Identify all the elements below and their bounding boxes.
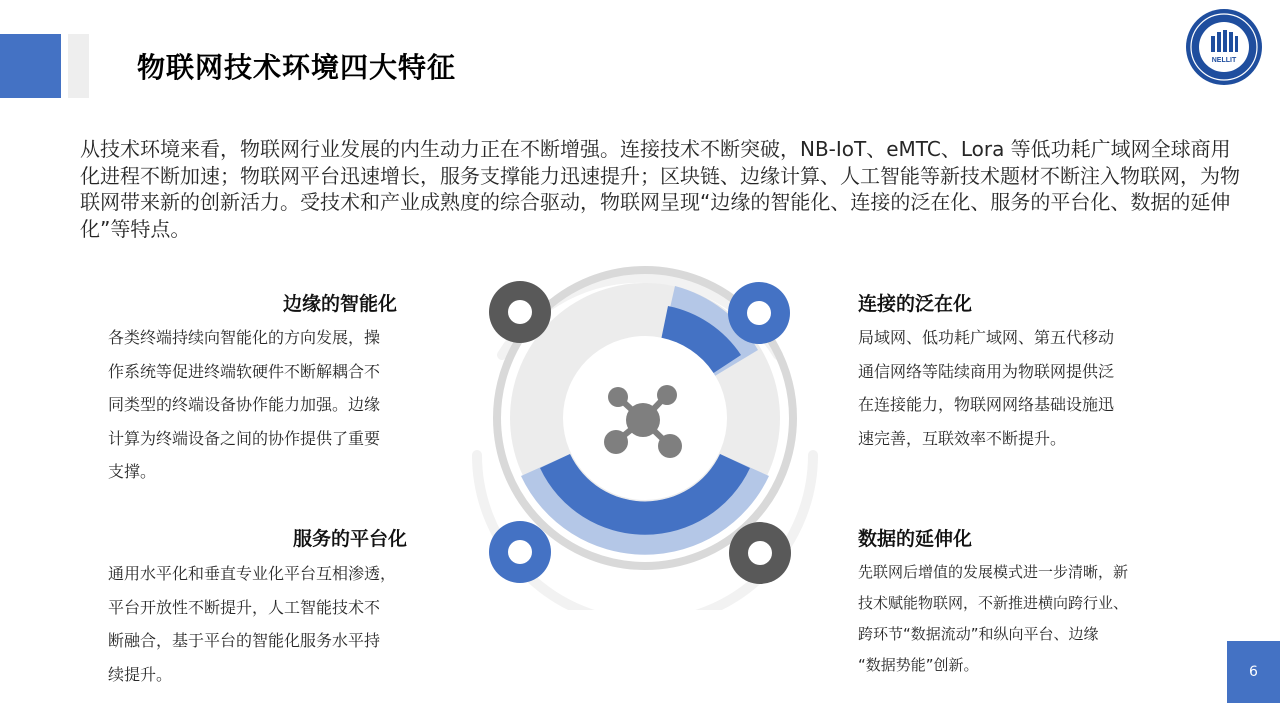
node-top-left	[489, 281, 551, 343]
title-accent-gray	[68, 34, 89, 98]
service-description: 通用水平化和垂直专业化平台互相渗透， 平台开放性不断提升，人工智能技术不 断融合，基于平台的智能化服务水平持 续提升。	[108, 564, 397, 684]
data-description: 先联网后增值的发展模式进一步清晰，新 技术赋能物联网，不新推进横向跨行业、 跨环节“数据流动”和纵向平台、边缘 “数据势能”创新。	[858, 563, 1129, 674]
page-number: 6	[1227, 641, 1280, 703]
logo-text: NELLIT	[1211, 57, 1237, 64]
university-logo	[1185, 8, 1263, 86]
service-title: 服务的平台化	[293, 528, 408, 550]
page-title: 物联网技术环境四大特征	[137, 51, 457, 84]
connect-description: 局域网、低功耗广域网、第五代移动 通信网络等陆续商用为物联网提供泛 在连接能力，物联网网络基础设施迅 速完善，互联效率不断提升。	[858, 328, 1115, 448]
title-accent-block	[0, 34, 61, 98]
edge-description: 各类终端持续向智能化的方向发展，操 作系统等促进终端软硬件不断解耦合不 同类型的终端设备协作能力加强。边缘 计算为终端设备之间的协作提供了重要 支撑。	[108, 328, 381, 481]
node-bottom-left	[489, 521, 551, 583]
edge-title: 边缘的智能化	[283, 293, 398, 315]
node-bottom-right	[729, 522, 791, 584]
node-top-right	[728, 282, 790, 344]
data-title: 数据的延伸化	[858, 528, 973, 550]
four-features-diagram	[455, 240, 835, 610]
intro-paragraph: 从技术环境来看，物联网行业发展的内生动力正在不断增强。连接技术不断突破，NB-IoT、eMTC、Lora 等低功耗广域网全球商用化进程不断加速；物联网平台迅速增长，服务支撑能力迅速提升；区块链、边缘计算、人工智能等新技术题材不断注入物联网，为物联网带来新的创新活力。受技术和产业成熟度的综合驱动，物联网呈现“边缘的智能化、连接的泛在化、服务的平台化、数据的延伸化”等特点。	[80, 137, 1240, 241]
connect-title: 连接的泛在化	[858, 293, 973, 315]
